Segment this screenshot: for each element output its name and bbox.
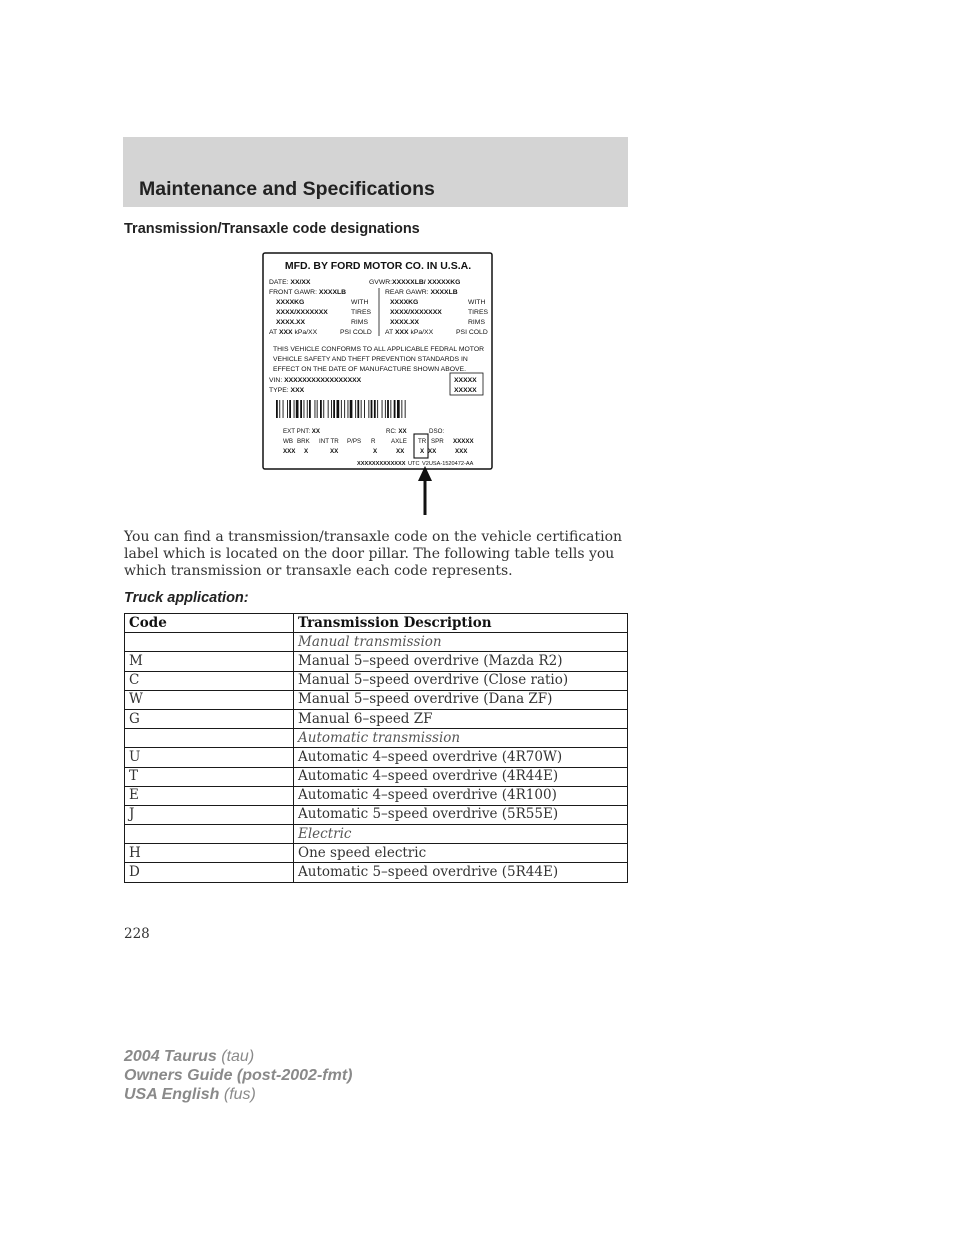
certification-label-figure — [262, 252, 494, 517]
svg-text:R: R — [371, 438, 376, 445]
svg-text:XXXXXXXXXXXXX: XXXXXXXXXXXXX — [357, 461, 406, 467]
page-number: 228 — [124, 926, 150, 942]
category-cell: Electric — [294, 825, 628, 844]
column-header-description: Transmission Description — [294, 614, 628, 633]
table-row — [125, 652, 628, 671]
svg-text:FRONT GAWR: XXXXLB: FRONT GAWR: XXXXLB — [269, 289, 347, 296]
table-row — [125, 748, 628, 767]
svg-text:X: X — [304, 448, 309, 455]
svg-text:X: X — [420, 448, 425, 455]
code-cell: H — [125, 844, 294, 863]
svg-text:V2USA-1520472-AA: V2USA-1520472-AA — [422, 461, 474, 467]
svg-text:WITH: WITH — [351, 299, 369, 306]
svg-text:RIMS: RIMS — [351, 319, 368, 326]
svg-text:XX: XX — [396, 448, 405, 455]
svg-text:XXXX.XX: XXXX.XX — [276, 319, 306, 326]
svg-text:VEHICLE SAFETY AND THEFT PREVE: VEHICLE SAFETY AND THEFT PREVENTION STANDARDS IN — [273, 356, 468, 363]
code-cell: D — [125, 863, 294, 882]
description-cell: Manual 5–speed overdrive (Mazda R2) — [294, 652, 628, 671]
svg-text:XX: XX — [428, 448, 437, 455]
svg-text:XXXX/XXXXXXX: XXXX/XXXXXXX — [390, 309, 442, 316]
svg-text:TYPE: XXX: TYPE: XXX — [269, 387, 305, 394]
table-row — [125, 709, 628, 728]
section-header-band — [123, 137, 628, 207]
svg-text:EFFECT ON THE DATE OF MANUFACT: EFFECT ON THE DATE OF MANUFACTURE SHOWN ABOVE. — [273, 366, 466, 373]
code-cell: T — [125, 767, 294, 786]
svg-text:UTC: UTC — [408, 461, 420, 467]
footer-language: USA English — [124, 1086, 220, 1103]
svg-text:THIS VEHICLE CONFORMS TO ALL A: THIS VEHICLE CONFORMS TO ALL APPLICABLE FEDRAL MOTOR — [273, 346, 485, 353]
svg-text:TIRES: TIRES — [468, 309, 489, 316]
table-row — [125, 805, 628, 824]
footer-model: 2004 Taurus — [124, 1048, 217, 1065]
description-cell: Manual 6–speed ZF — [294, 709, 628, 728]
transmission-code-table — [124, 613, 628, 883]
svg-text:VIN: XXXXXXXXXXXXXXXXX: VIN: XXXXXXXXXXXXXXXXX — [269, 377, 362, 384]
svg-text:XXXXX: XXXXX — [454, 387, 477, 394]
code-cell — [125, 729, 294, 748]
column-header-code: Code — [125, 614, 294, 633]
pointer-arrow — [418, 466, 432, 515]
svg-text:EXT PNT: XX: EXT PNT: XX — [283, 428, 321, 435]
svg-text:XXXX/XXXXXXX: XXXX/XXXXXXX — [276, 309, 328, 316]
code-cell: C — [125, 671, 294, 690]
svg-text:XXXX.XX: XXXX.XX — [390, 319, 420, 326]
code-cell: W — [125, 690, 294, 709]
description-cell: Automatic 5–speed overdrive (5R55E) — [294, 805, 628, 824]
svg-text:AXLE: AXLE — [391, 438, 407, 445]
svg-text:AT XXX kPa/XX: AT XXX kPa/XX — [385, 329, 434, 336]
code-cell: E — [125, 786, 294, 805]
table-row — [125, 671, 628, 690]
svg-text:AT XXX kPa/XX: AT XXX kPa/XX — [269, 329, 318, 336]
table-row — [125, 690, 628, 709]
svg-text:TIRES: TIRES — [351, 309, 372, 316]
svg-text:RC: XX: RC: XX — [386, 428, 407, 435]
svg-text:DSO:: DSO: — [429, 428, 445, 435]
label-title: MFD. BY FORD MOTOR CO. IN U.S.A. — [284, 260, 472, 272]
svg-text:PSI COLD: PSI COLD — [340, 329, 372, 336]
svg-text:PSI COLD: PSI COLD — [456, 329, 488, 336]
svg-text:DATE: XX/XX: DATE: XX/XX — [269, 279, 311, 286]
table-row — [125, 786, 628, 805]
subsection-title: Transmission/Transaxle code designations — [124, 221, 420, 237]
footer-language-code: (fus) — [223, 1086, 256, 1103]
svg-text:XX: XX — [330, 448, 339, 455]
code-cell: J — [125, 805, 294, 824]
description-cell: Automatic 4–speed overdrive (4R100) — [294, 786, 628, 805]
svg-text:INT TR: INT TR — [319, 438, 339, 445]
truck-application-heading: Truck application: — [124, 590, 249, 606]
description-cell: Manual 5–speed overdrive (Dana ZF) — [294, 690, 628, 709]
description-cell: Manual 5–speed overdrive (Close ratio) — [294, 671, 628, 690]
svg-text:P/PS: P/PS — [347, 438, 362, 445]
svg-text:BRK: BRK — [297, 438, 310, 445]
svg-text:X: X — [373, 448, 378, 455]
table-row — [125, 863, 628, 882]
svg-text:SPR: SPR — [431, 438, 444, 445]
svg-text:WITH: WITH — [468, 299, 486, 306]
table-category-row — [125, 729, 628, 748]
category-cell: Automatic transmission — [294, 729, 628, 748]
svg-text:XXX: XXX — [283, 448, 296, 455]
table-row — [125, 844, 628, 863]
intro-paragraph: You can find a transmission/transaxle code on the vehicle certification label which is located on the door pillar. The following table tells you which transmission or transaxle each code represents. — [124, 529, 623, 579]
svg-text:XXXXKG: XXXXKG — [390, 299, 419, 306]
code-cell — [125, 633, 294, 652]
code-cell: U — [125, 748, 294, 767]
code-cell: G — [125, 709, 294, 728]
section-title: Maintenance and Specifications — [139, 178, 435, 200]
svg-text:XXXXX: XXXXX — [453, 438, 474, 445]
svg-text:XXX: XXX — [455, 448, 468, 455]
table-category-row — [125, 825, 628, 844]
footer-guide: Owners Guide (post-2002-fmt) — [124, 1067, 353, 1084]
svg-text:XXXXKG: XXXXKG — [276, 299, 305, 306]
description-cell: One speed electric — [294, 844, 628, 863]
svg-text:RIMS: RIMS — [468, 319, 485, 326]
svg-text:XXXXX: XXXXX — [454, 377, 477, 384]
description-cell: Automatic 5–speed overdrive (5R44E) — [294, 863, 628, 882]
svg-text:GVWR:XXXXXLB/ XXXXXKG: GVWR:XXXXXLB/ XXXXXKG — [369, 279, 461, 286]
table-category-row — [125, 633, 628, 652]
description-cell: Automatic 4–speed overdrive (4R44E) — [294, 767, 628, 786]
code-cell — [125, 825, 294, 844]
description-cell: Automatic 4–speed overdrive (4R70W) — [294, 748, 628, 767]
code-cell: M — [125, 652, 294, 671]
svg-text:WB: WB — [283, 438, 293, 445]
table-row — [125, 767, 628, 786]
footer-model-code: (tau) — [221, 1048, 255, 1065]
document-footer — [124, 1047, 352, 1104]
svg-text:TR: TR — [418, 438, 427, 445]
table-header-row — [125, 614, 628, 633]
svg-text:REAR GAWR: XXXXLB: REAR GAWR: XXXXLB — [385, 289, 458, 296]
category-cell: Manual transmission — [294, 633, 628, 652]
